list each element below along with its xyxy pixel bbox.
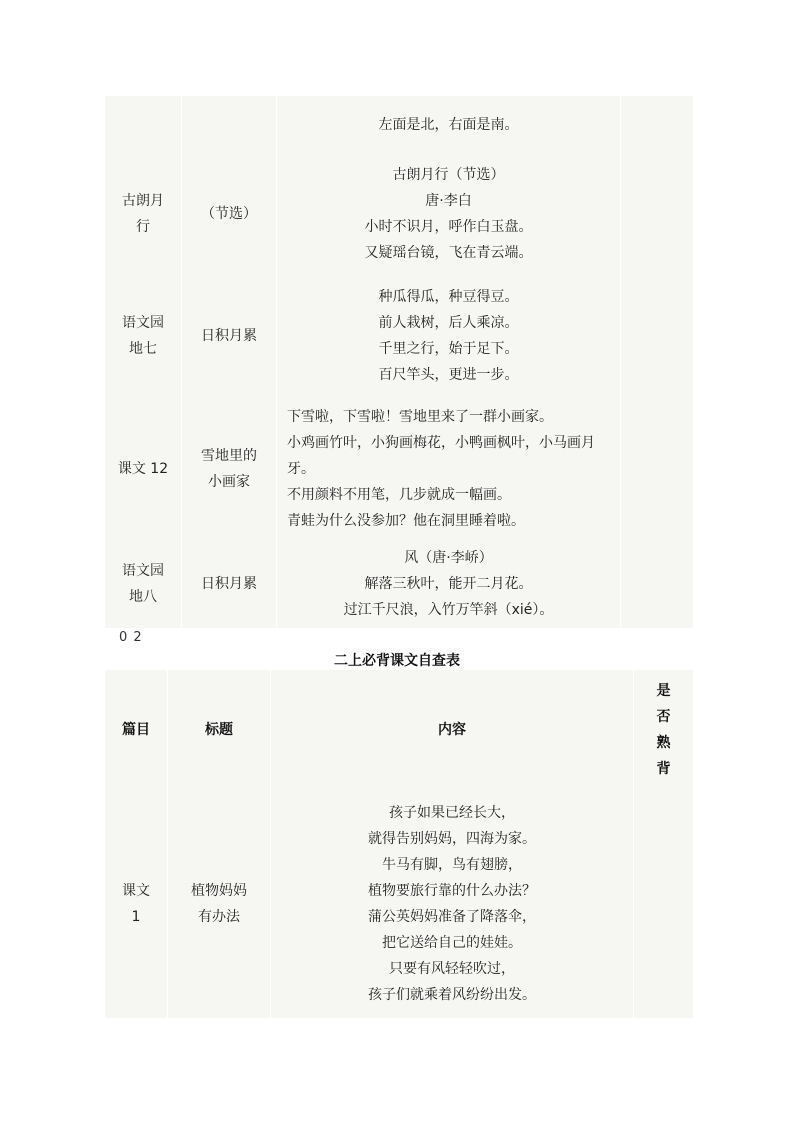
- content-line: 孩子们就乘着风纷纷出发。: [368, 987, 536, 1003]
- title-line: 植物妈妈: [191, 883, 247, 899]
- pian-cell: [105, 540, 181, 628]
- content-line: 植物要旅行靠的什么办法？: [368, 883, 536, 899]
- header-check-char: 熟: [656, 735, 671, 751]
- pian-text: 古朗月行: [122, 193, 164, 235]
- check-cell: [621, 398, 693, 540]
- recitation-table-1: [104, 96, 689, 628]
- content-line: 不用颜料不用笔，几步就成一幅画。: [287, 487, 511, 503]
- content-cell: [277, 274, 620, 398]
- pian-cell: [105, 154, 181, 274]
- pian-text: 课文 12: [117, 461, 169, 477]
- check-cell: [634, 790, 693, 1018]
- content-line: 孩子如果已经长大，: [389, 805, 515, 821]
- content-line: 解落三秋叶，能开二月花。: [364, 576, 533, 592]
- content-line: 小鸡画竹叶，小狗画梅花，小鸭画枫叶，小马画月: [287, 435, 595, 451]
- content-cell: [271, 790, 633, 1018]
- title-cell: [182, 398, 276, 540]
- pian-cell: [105, 96, 181, 154]
- title-line: 有办法: [198, 909, 240, 925]
- header-check-char: 是: [656, 683, 671, 699]
- content-line: 牙。: [287, 461, 315, 477]
- content-line: 把它送给自己的娃娃。: [382, 935, 522, 951]
- content-cell: [277, 540, 620, 628]
- title-cell: [182, 540, 276, 628]
- title-cell: [182, 96, 276, 154]
- content-line: 左面是北，右面是南。: [378, 117, 519, 133]
- pian-text: 语文园地八: [122, 563, 164, 605]
- pian-cell: [105, 274, 181, 398]
- content-line: 又疑瑶台镜，飞在青云端。: [364, 245, 533, 261]
- table-row: [105, 274, 693, 398]
- content-line: 前人栽树，后人乘凉。: [378, 315, 519, 331]
- section-number: 0 2: [119, 630, 143, 645]
- table-row: [105, 96, 693, 154]
- content-line: 就得告别妈妈，四海为家。: [368, 831, 536, 847]
- title-cell: [182, 274, 276, 398]
- header-check: [634, 670, 693, 790]
- header-content: 内容: [271, 670, 633, 790]
- content-line: 小时不识月，呼作白玉盘。: [364, 219, 533, 235]
- title-text: 日积月累: [201, 328, 257, 344]
- table-row: [105, 398, 693, 540]
- header-check-char: 背: [656, 761, 671, 777]
- header-row: [105, 670, 693, 790]
- table-row: [105, 540, 693, 628]
- content-line: 蒲公英妈妈准备了降落伞，: [368, 909, 536, 925]
- content-line: 过江千尺浪，入竹万竿斜（xié）。: [343, 602, 554, 618]
- title-text: 雪地里的小画家: [201, 448, 257, 490]
- check-cell: [621, 96, 693, 154]
- content-line: 牛马有脚，鸟有翅膀，: [382, 857, 522, 873]
- content-line: 下雪啦，下雪啦！雪地里来了一群小画家。: [287, 409, 553, 425]
- header-check-char: 否: [656, 709, 671, 725]
- pian-cell: [105, 398, 181, 540]
- check-cell: [621, 154, 693, 274]
- content-line: 千里之行，始于足下。: [378, 341, 519, 357]
- table-row: [105, 790, 693, 1018]
- content-line: 古朗月行（节选）: [392, 167, 505, 183]
- content-line: 只要有风轻轻吹过，: [389, 961, 515, 977]
- content-line: 种瓜得瓜，种豆得豆。: [378, 289, 519, 305]
- table-caption: 二上必背课文自查表: [334, 653, 460, 669]
- check-cell: [621, 540, 693, 628]
- title-cell: [168, 790, 270, 1018]
- header-pian: 篇目: [105, 670, 167, 790]
- title-cell: [182, 154, 276, 274]
- content-line: 百尺竿头，更进一步。: [378, 367, 519, 383]
- pian-line: 1: [131, 909, 141, 925]
- content-cell: [277, 398, 620, 540]
- title-text: （节选）: [201, 206, 257, 222]
- pian-text: 语文园地七: [122, 315, 164, 357]
- content-cell: [277, 154, 620, 274]
- content-line: 风（唐·李峤）: [404, 550, 493, 566]
- check-cell: [621, 274, 693, 398]
- table-row: [105, 154, 693, 274]
- content-cell: [277, 96, 620, 154]
- pian-line: 课文: [122, 883, 150, 899]
- header-title: 标题: [168, 670, 270, 790]
- content-line: 青蛙为什么没参加？他在洞里睡着啦。: [287, 513, 525, 529]
- title-text: 日积月累: [201, 576, 257, 592]
- self-check-table: [104, 670, 689, 1018]
- pian-cell: [105, 790, 167, 1018]
- content-line: 唐·李白: [425, 193, 472, 209]
